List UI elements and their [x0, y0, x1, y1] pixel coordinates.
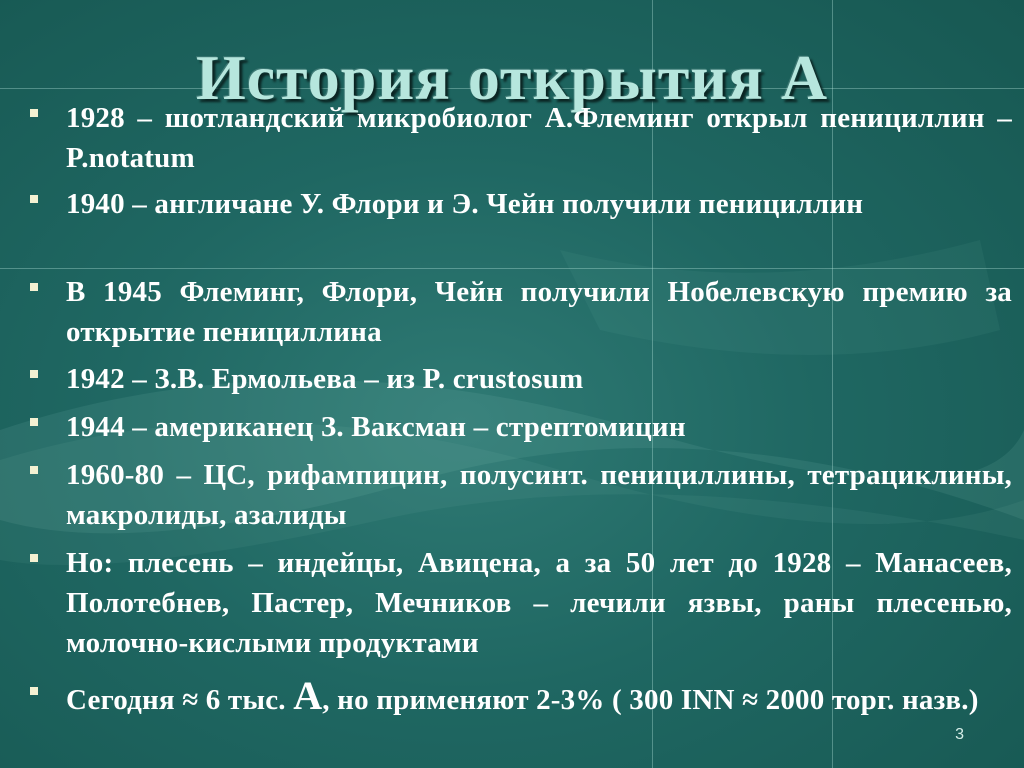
antibiotic-letter: А — [293, 673, 323, 718]
slide-title: История открытия А — [195, 42, 829, 113]
bullet-marker — [30, 370, 38, 378]
bullet-text-end: , но применяют 2-3% ( 300 INN ≈ 2000 торг. назв.) — [322, 684, 979, 716]
bullet-text: Но: плесень – индейцы, Авицена, а за 50 лет до 1928 – Манасеев, Полотебнев, Пастер, Мечников – лечили язвы, раны плесенью, молочно-кислыми продуктами — [66, 547, 1012, 659]
bullet-text: 1960-80 – ЦС, рифампицин, полусинт. пенициллины, тетрациклины, макролиды, азалиды — [66, 459, 1012, 531]
bullet-marker — [30, 687, 38, 695]
bullet-marker — [30, 195, 38, 203]
bullet-item — [30, 184, 1012, 224]
bullet-item — [30, 455, 1012, 535]
bullet-marker — [30, 109, 38, 117]
bullet-text: 1940 – англичане У. Флори и Э. Чейн получили пенициллин — [66, 188, 864, 220]
bullet-item — [30, 272, 1012, 352]
bullet-text: 1942 – З.В. Ермольева – из P. crustosum — [66, 363, 584, 395]
bullet-text: 1928 – шотландский микробиолог А.Флеминг открыл пенициллин – P.notatum — [66, 102, 1012, 174]
bullet-item — [30, 407, 1012, 447]
bullet-marker — [30, 554, 38, 562]
bullet-marker — [30, 466, 38, 474]
bullet-text: 1944 – американец З. Ваксман – стрептомицин — [66, 411, 686, 443]
bullet-text-start: Сегодня ≈ 6 тыс. — [66, 684, 294, 716]
bullet-item — [30, 359, 1012, 399]
bullet-item — [30, 98, 1012, 178]
bullet-text — [66, 673, 1012, 720]
bullet-item — [30, 673, 1012, 720]
bullet-marker — [30, 283, 38, 291]
bullet-text: В 1945 Флеминг, Флори, Чейн получили Нобелевскую премию за открытие пенициллина — [66, 276, 1012, 348]
bullet-marker — [30, 418, 38, 426]
bullet-item — [30, 543, 1012, 663]
page-number: 3 — [955, 726, 964, 743]
